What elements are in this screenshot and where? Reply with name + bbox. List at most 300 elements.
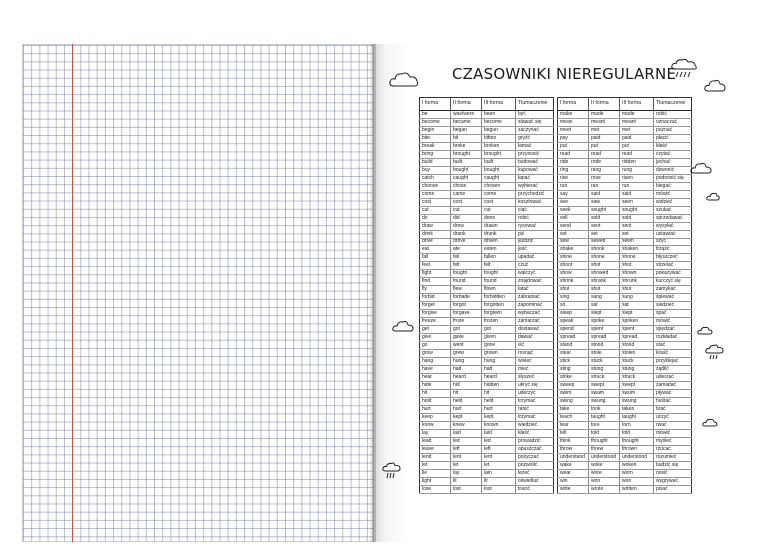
- second-form-cell: rose: [589, 174, 620, 182]
- table-row: [558, 350, 692, 358]
- first-form-cell: mean: [558, 118, 589, 126]
- translation-cell: stawać się: [516, 118, 554, 126]
- second-form-cell: sewed: [589, 238, 620, 246]
- second-form-cell: hit: [451, 389, 482, 397]
- first-form-cell: forgive: [420, 310, 451, 318]
- translation-cell: opuszczać: [516, 445, 554, 453]
- cloud-icon: [702, 418, 718, 428]
- second-form-cell: had: [451, 366, 482, 374]
- third-form-cell: struck: [620, 373, 654, 381]
- translation-cell: budować: [516, 158, 554, 166]
- table-row: [420, 190, 554, 198]
- table-row: [420, 111, 554, 119]
- translation-cell: pływać: [654, 389, 692, 397]
- first-form-cell: spread: [558, 334, 589, 342]
- first-form-cell: begin: [420, 126, 451, 134]
- translation-cell: czuć: [516, 262, 554, 270]
- rain-cloud-icon: [705, 344, 725, 362]
- table-row: [558, 381, 692, 389]
- cloud-icon: [706, 192, 720, 202]
- third-form-cell: ridden: [620, 158, 654, 166]
- second-form-cell: grew: [451, 350, 482, 358]
- translation-cell: nosić: [654, 469, 692, 477]
- table-row: [558, 270, 692, 278]
- translation-cell: podnosić się: [654, 174, 692, 182]
- second-form-cell: stuck: [589, 358, 620, 366]
- third-form-cell: known: [482, 421, 516, 429]
- second-form-cell: swam: [589, 389, 620, 397]
- header-translation: Tłumaczenie: [516, 98, 554, 111]
- third-form-cell: slept: [620, 310, 654, 318]
- table-row: [420, 246, 554, 254]
- second-form-cell: drew: [451, 222, 482, 230]
- translation-cell: oznaczać: [654, 118, 692, 126]
- margin-line: [72, 44, 73, 542]
- second-form-cell: showed: [589, 270, 620, 278]
- first-form-cell: hold: [420, 397, 451, 405]
- third-form-cell: let: [482, 461, 516, 469]
- table-row: [558, 453, 692, 461]
- first-form-cell: read: [558, 150, 589, 158]
- translation-cell: kraść: [654, 350, 692, 358]
- third-form-cell: left: [482, 445, 516, 453]
- translation-cell: biegać: [654, 182, 692, 190]
- third-form-cell: spoken: [620, 318, 654, 326]
- table-row: [420, 381, 554, 389]
- second-form-cell: took: [589, 405, 620, 413]
- third-form-cell: swum: [620, 389, 654, 397]
- translation-cell: płacić: [654, 134, 692, 142]
- translation-cell: leżeć: [516, 469, 554, 477]
- first-form-cell: have: [420, 366, 451, 374]
- second-form-cell: chose: [451, 182, 482, 190]
- third-form-cell: fought: [482, 270, 516, 278]
- third-form-cell: stuck: [620, 358, 654, 366]
- cloud-icon: [388, 70, 420, 90]
- first-form-cell: sleep: [558, 310, 589, 318]
- second-form-cell: tore: [589, 421, 620, 429]
- second-form-cell: struck: [589, 373, 620, 381]
- third-form-cell: lit: [482, 477, 516, 485]
- translation-cell: być: [516, 111, 554, 119]
- third-form-cell: forgiven: [482, 310, 516, 318]
- translation-cell: pisać: [654, 485, 692, 493]
- translation-cell: zamarzać: [516, 318, 554, 326]
- third-form-cell: broken: [482, 142, 516, 150]
- translation-cell: rzucać: [654, 445, 692, 453]
- table-row: [420, 182, 554, 190]
- translation-cell: poznać: [654, 126, 692, 134]
- table-row: [558, 413, 692, 421]
- translation-cell: trzymać: [516, 397, 554, 405]
- first-form-cell: tear: [558, 421, 589, 429]
- first-form-cell: lend: [420, 453, 451, 461]
- table-row: [420, 214, 554, 222]
- translation-cell: zamiatać: [654, 381, 692, 389]
- second-form-cell: threw: [589, 445, 620, 453]
- spine-fold: [370, 44, 376, 542]
- table-row: [558, 246, 692, 254]
- first-form-cell: build: [420, 158, 451, 166]
- cloud-icon: [697, 326, 713, 336]
- table-row: [420, 485, 554, 493]
- second-form-cell: drank: [451, 230, 482, 238]
- second-form-cell: found: [451, 278, 482, 286]
- second-form-cell: sent: [589, 222, 620, 230]
- third-form-cell: been: [482, 111, 516, 119]
- third-form-cell: shot: [620, 262, 654, 270]
- translation-cell: robić: [516, 214, 554, 222]
- translation-cell: ustawiać: [654, 230, 692, 238]
- first-form-cell: swim: [558, 389, 589, 397]
- third-form-cell: rung: [620, 166, 654, 174]
- translation-cell: rosnąć: [516, 350, 554, 358]
- first-form-cell: grow: [420, 350, 451, 358]
- table-row: [420, 174, 554, 182]
- page-title: CZASOWNIKI NIEREGULARNE: [452, 65, 677, 83]
- table-row: [558, 214, 692, 222]
- third-form-cell: become: [482, 118, 516, 126]
- table-row: [420, 366, 554, 374]
- table-row: [558, 469, 692, 477]
- second-form-cell: flew: [451, 286, 482, 294]
- translation-cell: pokazywać: [654, 270, 692, 278]
- table-row: [558, 222, 692, 230]
- table-row: [558, 134, 692, 142]
- first-form-cell: give: [420, 334, 451, 342]
- table-row: [420, 158, 554, 166]
- translation-cell: łapać: [516, 174, 554, 182]
- table-row: [420, 318, 554, 326]
- first-form-cell: wake: [558, 461, 589, 469]
- third-form-cell: met: [620, 126, 654, 134]
- translation-cell: pić: [516, 230, 554, 238]
- header-first-form: I forma: [558, 98, 589, 111]
- first-form-cell: fall: [420, 254, 451, 262]
- first-form-cell: freeze: [420, 318, 451, 326]
- translation-cell: rozumieć: [654, 453, 692, 461]
- table-row: [420, 150, 554, 158]
- second-form-cell: stole: [589, 350, 620, 358]
- translation-cell: huśtać: [654, 397, 692, 405]
- table-row: [558, 318, 692, 326]
- translation-cell: upadać: [516, 254, 554, 262]
- table-row: [558, 373, 692, 381]
- second-form-cell: made: [589, 111, 620, 119]
- first-form-cell: stick: [558, 358, 589, 366]
- translation-cell: jechać: [654, 158, 692, 166]
- third-form-cell: given: [482, 334, 516, 342]
- third-form-cell: spent: [620, 326, 654, 334]
- first-form-cell: swing: [558, 397, 589, 405]
- translation-cell: mieć: [516, 366, 554, 374]
- table-row: [558, 118, 692, 126]
- second-form-cell: hung: [451, 358, 482, 366]
- second-form-cell: brought: [451, 150, 482, 158]
- second-form-cell: cut: [451, 206, 482, 214]
- translation-cell: słyszeć: [516, 373, 554, 381]
- second-form-cell: lay: [451, 469, 482, 477]
- first-form-cell: find: [420, 278, 451, 286]
- third-form-cell: lain: [482, 469, 516, 477]
- translation-cell: uderzać: [654, 373, 692, 381]
- third-form-cell: laid: [482, 429, 516, 437]
- first-form-cell: pay: [558, 134, 589, 142]
- second-form-cell: said: [589, 190, 620, 198]
- table-row: [420, 334, 554, 342]
- table-row: [558, 485, 692, 493]
- second-form-cell: rang: [589, 166, 620, 174]
- second-form-cell: shone: [589, 254, 620, 262]
- translation-cell: spać: [654, 310, 692, 318]
- table-row: [420, 453, 554, 461]
- translation-cell: jeść: [516, 246, 554, 254]
- table-header-row: [420, 98, 554, 111]
- third-form-cell: gone: [482, 342, 516, 350]
- grid-page: [22, 44, 374, 542]
- first-form-cell: rise: [558, 174, 589, 182]
- translation-cell: mówić: [654, 318, 692, 326]
- table-row: [558, 437, 692, 445]
- translation-cell: widzieć: [654, 198, 692, 206]
- first-form-cell: say: [558, 190, 589, 198]
- second-form-cell: drove: [451, 238, 482, 246]
- table-row: [558, 342, 692, 350]
- second-form-cell: got: [451, 326, 482, 334]
- first-form-cell: sell: [558, 214, 589, 222]
- first-form-cell: shoot: [558, 262, 589, 270]
- table-header-row: [558, 98, 692, 111]
- first-form-cell: ring: [558, 166, 589, 174]
- second-form-cell: lost: [451, 485, 482, 493]
- third-form-cell: frozen: [482, 318, 516, 326]
- first-form-cell: let: [420, 461, 451, 469]
- third-form-cell: driven: [482, 238, 516, 246]
- third-form-cell: got: [482, 326, 516, 334]
- second-form-cell: shot: [589, 262, 620, 270]
- table-row: [558, 366, 692, 374]
- first-form-cell: speak: [558, 318, 589, 326]
- third-form-cell: written: [620, 485, 654, 493]
- translation-cell: trzymać: [516, 413, 554, 421]
- second-form-cell: held: [451, 397, 482, 405]
- table-row: [558, 230, 692, 238]
- first-form-cell: hide: [420, 381, 451, 389]
- table-row: [420, 461, 554, 469]
- table-row: [558, 158, 692, 166]
- second-form-cell: kept: [451, 413, 482, 421]
- first-form-cell: meet: [558, 126, 589, 134]
- first-form-cell: know: [420, 421, 451, 429]
- second-form-cell: was/were: [451, 111, 482, 119]
- translation-cell: wisieć: [516, 358, 554, 366]
- third-form-cell: read: [620, 150, 654, 158]
- second-form-cell: caught: [451, 174, 482, 182]
- table-row: [420, 270, 554, 278]
- first-form-cell: ride: [558, 158, 589, 166]
- third-form-cell: woken: [620, 461, 654, 469]
- translation-cell: uderzyć: [516, 389, 554, 397]
- first-form-cell: spend: [558, 326, 589, 334]
- table-row: [558, 206, 692, 214]
- table-row: [420, 389, 554, 397]
- table-row: [420, 262, 554, 270]
- third-form-cell: sent: [620, 222, 654, 230]
- first-form-cell: write: [558, 485, 589, 493]
- table-row: [558, 405, 692, 413]
- third-form-cell: cost: [482, 198, 516, 206]
- table-row: [558, 278, 692, 286]
- first-form-cell: catch: [420, 174, 451, 182]
- third-form-cell: hung: [482, 358, 516, 366]
- second-form-cell: sought: [589, 206, 620, 214]
- second-form-cell: spread: [589, 334, 620, 342]
- third-form-cell: found: [482, 278, 516, 286]
- translation-cell: czytać: [654, 150, 692, 158]
- table-row: [558, 294, 692, 302]
- table-row: [420, 397, 554, 405]
- second-form-cell: forgot: [451, 302, 482, 310]
- third-form-cell: put: [620, 142, 654, 150]
- third-form-cell: brought: [482, 150, 516, 158]
- table-row: [420, 142, 554, 150]
- second-form-cell: froze: [451, 318, 482, 326]
- translation-cell: przyklejać: [654, 358, 692, 366]
- table-row: [558, 358, 692, 366]
- third-form-cell: shone: [620, 254, 654, 262]
- table-row: [420, 358, 554, 366]
- first-form-cell: show: [558, 270, 589, 278]
- translation-cell: błyszczeć: [654, 254, 692, 262]
- first-form-cell: forbid: [420, 294, 451, 302]
- translation-cell: sprzedawać: [654, 214, 692, 222]
- second-form-cell: spent: [589, 326, 620, 334]
- header-third-form: III forma: [482, 98, 516, 111]
- translation-cell: kłaść: [516, 429, 554, 437]
- third-form-cell: come: [482, 190, 516, 198]
- first-form-cell: be: [420, 111, 451, 119]
- rain-cloud-icon: [670, 58, 700, 80]
- translation-cell: ukryć się: [516, 381, 554, 389]
- translation-cell: znajdować: [516, 278, 554, 286]
- third-form-cell: drunk: [482, 230, 516, 238]
- translation-cell: strzelać: [654, 262, 692, 270]
- first-form-cell: fight: [420, 270, 451, 278]
- third-form-cell: chosen: [482, 182, 516, 190]
- table-row: [420, 469, 554, 477]
- first-form-cell: run: [558, 182, 589, 190]
- table-row: [558, 326, 692, 334]
- table-row: [558, 142, 692, 150]
- second-form-cell: knew: [451, 421, 482, 429]
- table-row: [420, 342, 554, 350]
- second-form-cell: led: [451, 437, 482, 445]
- first-form-cell: sting: [558, 366, 589, 374]
- header-first-form: I forma: [420, 98, 451, 111]
- translation-cell: walczyć: [516, 270, 554, 278]
- translation-cell: rwać: [654, 421, 692, 429]
- first-form-cell: shine: [558, 254, 589, 262]
- third-form-cell: kept: [482, 413, 516, 421]
- second-form-cell: put: [589, 142, 620, 150]
- third-form-cell: hit: [482, 389, 516, 397]
- table-row: [420, 238, 554, 246]
- third-form-cell: bought: [482, 166, 516, 174]
- third-form-cell: worn: [620, 469, 654, 477]
- translation-cell: pozwolić: [516, 461, 554, 469]
- translation-cell: przynosić: [516, 150, 554, 158]
- translation-cell: gryźć: [516, 134, 554, 142]
- first-form-cell: fly: [420, 286, 451, 294]
- translation-cell: dzwonić: [654, 166, 692, 174]
- table-row: [558, 166, 692, 174]
- third-form-cell: taken: [620, 405, 654, 413]
- third-form-cell: meant: [620, 118, 654, 126]
- translation-cell: tracić: [516, 485, 554, 493]
- second-form-cell: began: [451, 126, 482, 134]
- translation-cell: kosztować: [516, 198, 554, 206]
- second-form-cell: went: [451, 342, 482, 350]
- table-row: [420, 429, 554, 437]
- third-form-cell: sought: [620, 206, 654, 214]
- second-form-cell: wore: [589, 469, 620, 477]
- first-form-cell: put: [558, 142, 589, 150]
- table-row: [420, 310, 554, 318]
- second-form-cell: sat: [589, 302, 620, 310]
- third-form-cell: shown: [620, 270, 654, 278]
- first-form-cell: come: [420, 190, 451, 198]
- translation-cell: siedzieć: [654, 302, 692, 310]
- second-form-cell: broke: [451, 142, 482, 150]
- second-form-cell: came: [451, 190, 482, 198]
- first-form-cell: cut: [420, 206, 451, 214]
- second-form-cell: understood: [589, 453, 620, 461]
- third-form-cell: had: [482, 366, 516, 374]
- first-form-cell: hurt: [420, 405, 451, 413]
- third-form-cell: swung: [620, 397, 654, 405]
- translation-cell: latać: [516, 286, 554, 294]
- second-form-cell: let: [451, 461, 482, 469]
- third-form-cell: sung: [620, 294, 654, 302]
- translation-cell: wysyłać: [654, 222, 692, 230]
- table-row: [558, 477, 692, 485]
- translation-cell: mówić: [654, 190, 692, 198]
- table-row: [558, 389, 692, 397]
- table-row: [420, 198, 554, 206]
- second-form-cell: became: [451, 118, 482, 126]
- third-form-cell: sold: [620, 214, 654, 222]
- third-form-cell: seen: [620, 198, 654, 206]
- table-row: [420, 413, 554, 421]
- table-row: [558, 461, 692, 469]
- translation-cell: oświetlać: [516, 477, 554, 485]
- second-form-cell: woke: [589, 461, 620, 469]
- table-row: [420, 437, 554, 445]
- second-form-cell: set: [589, 230, 620, 238]
- third-form-cell: forgotten: [482, 302, 516, 310]
- translation-cell: ranić: [516, 405, 554, 413]
- second-form-cell: wrote: [589, 485, 620, 493]
- second-form-cell: read: [589, 150, 620, 158]
- third-form-cell: thought: [620, 437, 654, 445]
- cloud-icon: [704, 78, 726, 94]
- translation-cell: robić: [654, 111, 692, 119]
- second-form-cell: thought: [589, 437, 620, 445]
- first-form-cell: get: [420, 326, 451, 334]
- header-third-form: III forma: [620, 98, 654, 111]
- third-form-cell: hidden: [482, 381, 516, 389]
- table-row: [558, 126, 692, 134]
